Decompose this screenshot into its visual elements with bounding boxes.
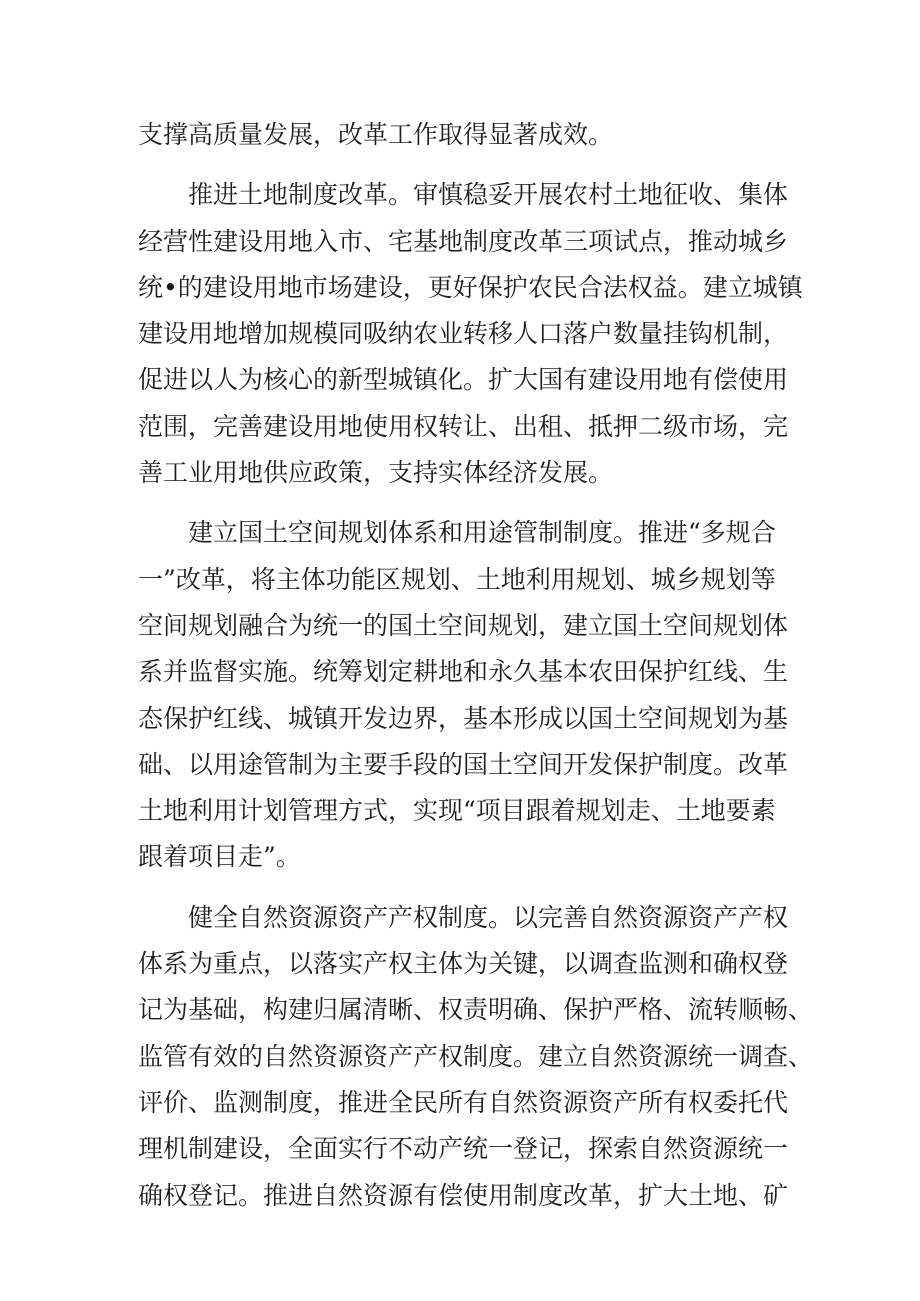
paragraph-line: 监管有效的自然资源资产产权制度。建立自然资源统一调查、 — [138, 1041, 814, 1071]
paragraph-gap — [138, 881, 788, 895]
paragraph-line: 促进以人为核心的新型城镇化。扩大国有建设用地有偿使用 — [138, 365, 789, 395]
paragraph-line: 跟着项目走”。 — [138, 842, 301, 872]
paragraph-line: 础、以用途管制为主要手段的国土空间开发保护制度。改革 — [138, 749, 789, 779]
paragraph-line: 推进土地制度改革。审慎稳妥开展农村土地征收、集体 — [188, 180, 789, 210]
paragraph-line: 空间规划融合为统一的国土空间规划，建立国土空间规划体 — [138, 610, 789, 640]
paragraph-line: 建设用地增加规模同吸纳农业转移人口落户数量挂钩机制， — [138, 319, 789, 349]
paragraph-line: 善工业用地供应政策，支持实体经济发展。 — [138, 458, 614, 488]
document-body — [138, 112, 814, 1219]
paragraph-line: 经营性建设用地入市、宅基地制度改革三项试点，推动城乡 — [138, 226, 789, 256]
paragraph-line: 态保护红线、城镇开发边界，基本形成以国土空间规划为基 — [138, 703, 789, 733]
paragraph-line: 理机制建设，全面实行不动产统一登记，探索自然资源统一 — [138, 1134, 789, 1164]
paragraph-line: 系并监督实施。统筹划定耕地和永久基本农田保护红线、生 — [138, 657, 789, 687]
paragraph-line: 统•的建设用地市场建设，更好保护农民合法权益。建立城镇 — [138, 272, 803, 302]
paragraph-line: 范围，完善建设用地使用权转让、出租、抵押二级市场，完 — [138, 411, 789, 441]
paragraph — [138, 172, 803, 496]
paragraph-line: 一”改革，将主体功能区规划、土地利用规划、城乡规划等 — [138, 564, 776, 594]
paragraph-line: 支撑高质量发展，改革工作取得显著成效。 — [138, 120, 614, 149]
paragraph-line: 记为基础，构建归属清晰、权责明确、保护严格、流转顺畅、 — [138, 995, 814, 1025]
paragraph-line: 确权登记。推进自然资源有偿使用制度改革，扩大土地、矿 — [138, 1180, 789, 1210]
paragraph-gap — [138, 496, 788, 510]
paragraph — [138, 510, 788, 880]
paragraph-line: 建立国土空间规划体系和用途管制制度。推进“多规合 — [188, 518, 776, 548]
paragraph — [138, 112, 788, 158]
paragraph — [138, 895, 814, 1219]
paragraph-line: 健全自然资源资产产权制度。以完善自然资源资产产权 — [188, 902, 789, 932]
paragraph-line: 土地利用计划管理方式，实现“项目跟着规划走、土地要素 — [138, 796, 776, 826]
paragraph-line: 评价、监测制度，推进全民所有自然资源资产所有权委托代 — [138, 1087, 789, 1117]
paragraph-gap — [138, 158, 788, 172]
paragraph-line: 体系为重点，以落实产权主体为关键，以调查监测和确权登 — [138, 949, 789, 979]
